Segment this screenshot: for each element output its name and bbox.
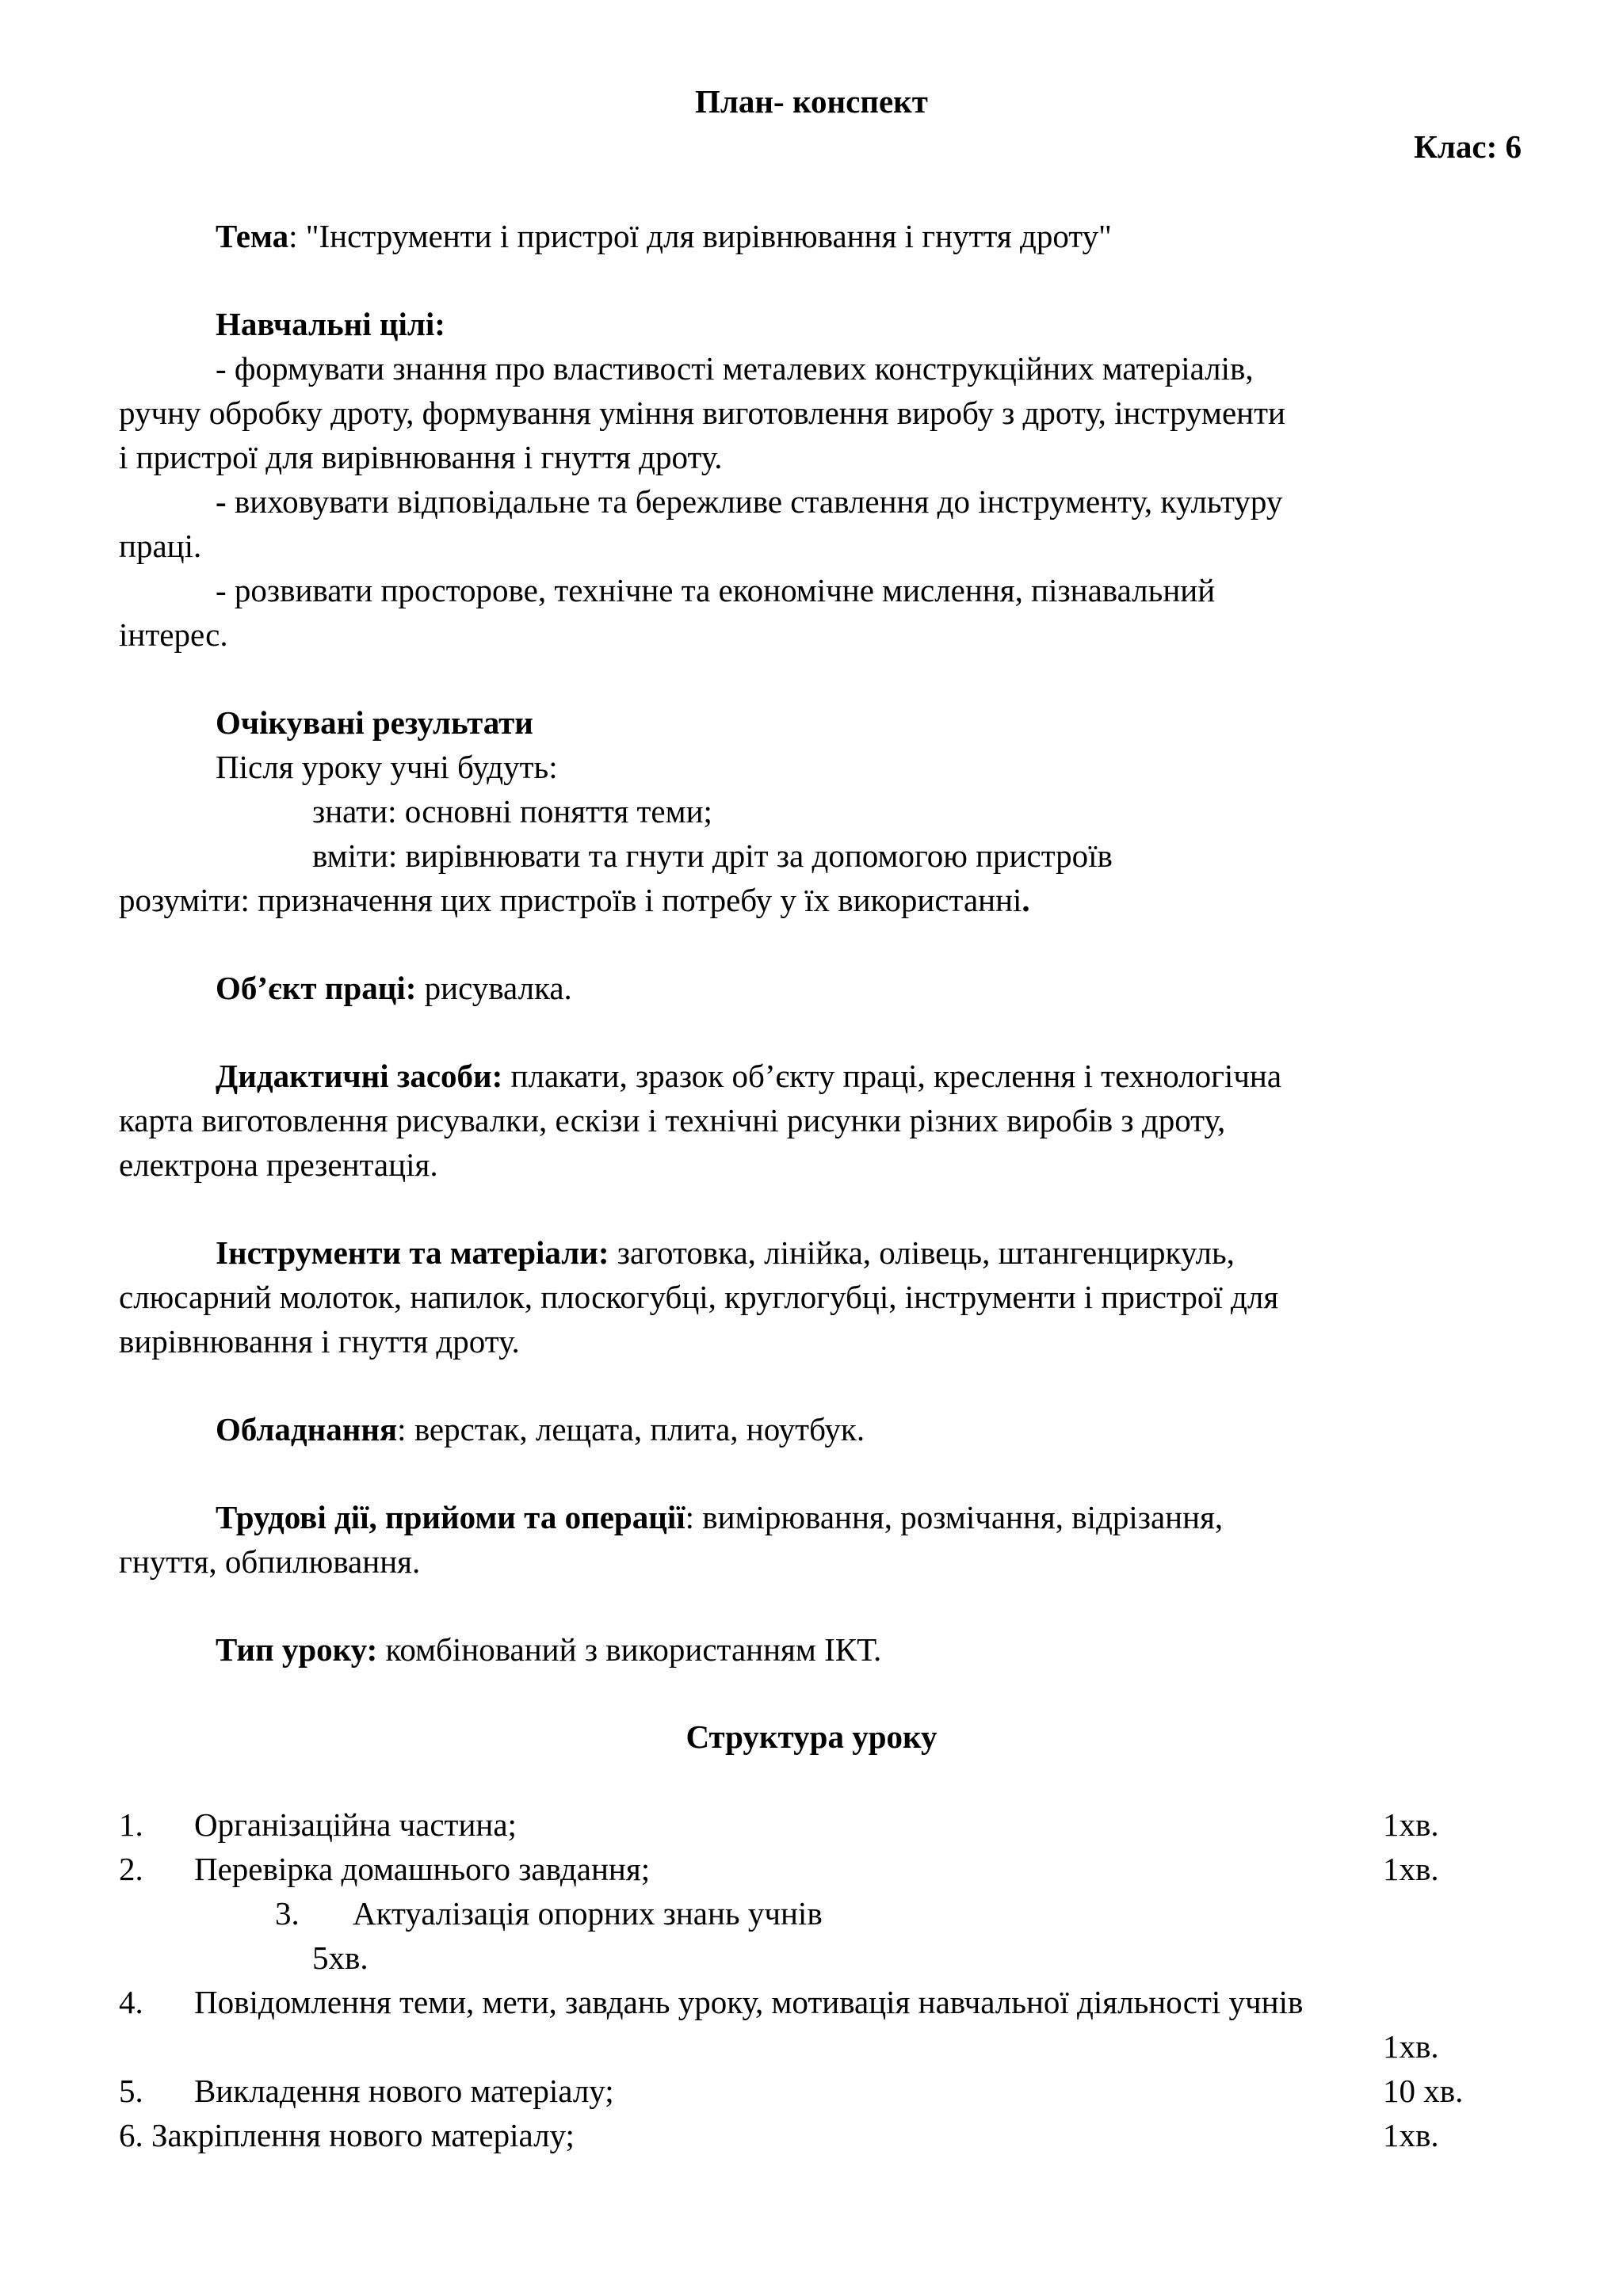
object-text: рисувалка. <box>416 970 572 1006</box>
lesson-type-label: Тип уроку: <box>216 1631 378 1668</box>
actions-line-2: гнуття, обпилювання. <box>119 1543 421 1580</box>
goal-1-line-1: - формувати знання про властивості металевих конструкційних матеріалів, <box>216 350 1254 387</box>
structure-item-1-time: 1хв. <box>1383 1806 1439 1843</box>
class-label: Клас: 6 <box>1414 128 1522 165</box>
didactic-line-1 <box>216 1054 1281 1098</box>
results-intro: Після уроку учні будуть: <box>216 749 558 785</box>
results-understand-text: розуміти: призначення цих пристроїв і потребу у їх використанні <box>119 882 1022 918</box>
goal-1-line-2: ручну обробку дроту, формування уміння виготовлення виробу з дроту, інструменти <box>119 395 1285 431</box>
structure-item-1-text: Організаційна частина; <box>194 1806 517 1843</box>
structure-item-2-num: 2. <box>119 1851 143 1887</box>
lesson-type-text: комбінований з використанням ІКТ. <box>377 1631 882 1668</box>
structure-item-1-num: 1. <box>119 1806 143 1843</box>
didactic-label: Дидактичні засоби: <box>216 1058 503 1094</box>
goal-2-text: виховувати відповідальне та бережливе ставлення до інструменту, культуру <box>226 483 1283 520</box>
equipment-line <box>216 1407 865 1451</box>
goal-3-line-1: - розвивати просторове, технічне та економічне мислення, пізнавальний <box>216 572 1216 608</box>
actions-text: : вимірювання, розмічання, відрізання, <box>685 1499 1224 1535</box>
structure-item-6-text: Закріплення нового матеріалу; <box>151 2117 575 2153</box>
structure-item-4-time: 1хв. <box>1383 2028 1439 2065</box>
equipment-text: : верстак, лещата, плита, ноутбук. <box>397 1411 865 1447</box>
results-understand <box>119 878 1030 922</box>
structure-item-2-text: Перевірка домашнього завдання; <box>194 1851 651 1887</box>
structure-item-6 <box>119 2113 575 2157</box>
structure-item-6-num: 6. <box>119 2117 143 2153</box>
tools-text: заготовка, лінійка, олівець, штангенциркуль, <box>609 1234 1235 1271</box>
doc-title: План- конспект <box>695 83 928 120</box>
goal-2-dash: - <box>216 483 227 520</box>
tools-label: Інструменти та матеріали: <box>216 1234 609 1271</box>
goals-heading: Навчальні цілі: <box>216 306 445 342</box>
goal-2-line-2: праці. <box>119 528 202 564</box>
structure-heading: Структура уроку <box>685 1718 938 1755</box>
structure-item-5-time: 10 хв. <box>1383 2073 1464 2109</box>
structure-item-3-time: 5хв. <box>312 1939 369 1976</box>
goal-3-line-2: інтерес. <box>119 616 228 653</box>
tools-line-3: вирівнювання і гнуття дроту. <box>119 1323 520 1360</box>
structure-item-2-time: 1хв. <box>1383 1851 1439 1887</box>
goal-2-line-1 <box>216 479 1282 524</box>
structure-item-3-text: Актуалізація опорних знань учнів <box>353 1895 823 1932</box>
structure-item-5-num: 5. <box>119 2073 143 2109</box>
structure-item-5-text: Викладення нового матеріалу; <box>194 2073 614 2109</box>
didactic-line-3: електрона презентація. <box>119 1146 438 1183</box>
structure-item-4-text: Повідомлення теми, мети, завдань уроку, мотивація навчальної діяльності учнів <box>194 1984 1304 2020</box>
structure-item-4-num: 4. <box>119 1984 143 2020</box>
results-know: знати: основні поняття теми; <box>312 793 712 830</box>
structure-item-3-num: 3. <box>275 1895 300 1932</box>
didactic-line-2: карта виготовлення рисувалки, ескізи і технічні рисунки різних виробів з дроту, <box>119 1102 1226 1138</box>
actions-line-1 <box>216 1495 1223 1539</box>
tools-line-1 <box>216 1230 1235 1275</box>
topic-text: : "Інструменти і пристрої для вирівнювання і гнуття дроту" <box>288 218 1112 254</box>
results-heading: Очікувані результати <box>216 704 533 741</box>
equipment-label: Обладнання <box>216 1411 398 1447</box>
tools-line-2: слюсарний молоток, напилок, плоскогубці, круглогубці, інструменти і пристрої для <box>119 1279 1279 1315</box>
object-line <box>216 966 572 1010</box>
results-can: вміти: вирівнювати та гнути дріт за допомогою пристроїв <box>312 837 1113 874</box>
topic-label: Тема <box>216 218 289 254</box>
lesson-type-line <box>216 1627 881 1672</box>
object-label: Об’єкт праці: <box>216 970 417 1006</box>
topic-line <box>216 214 1112 258</box>
results-understand-end: . <box>1022 882 1030 918</box>
actions-label: Трудові дії, прийоми та операції <box>216 1499 685 1535</box>
didactic-text: плакати, зразок об’єкту праці, креслення і технологічна <box>502 1058 1282 1094</box>
goal-1-line-3: і пристрої для вирівнювання і гнуття дроту. <box>119 439 723 475</box>
structure-item-6-time: 1хв. <box>1383 2117 1439 2153</box>
